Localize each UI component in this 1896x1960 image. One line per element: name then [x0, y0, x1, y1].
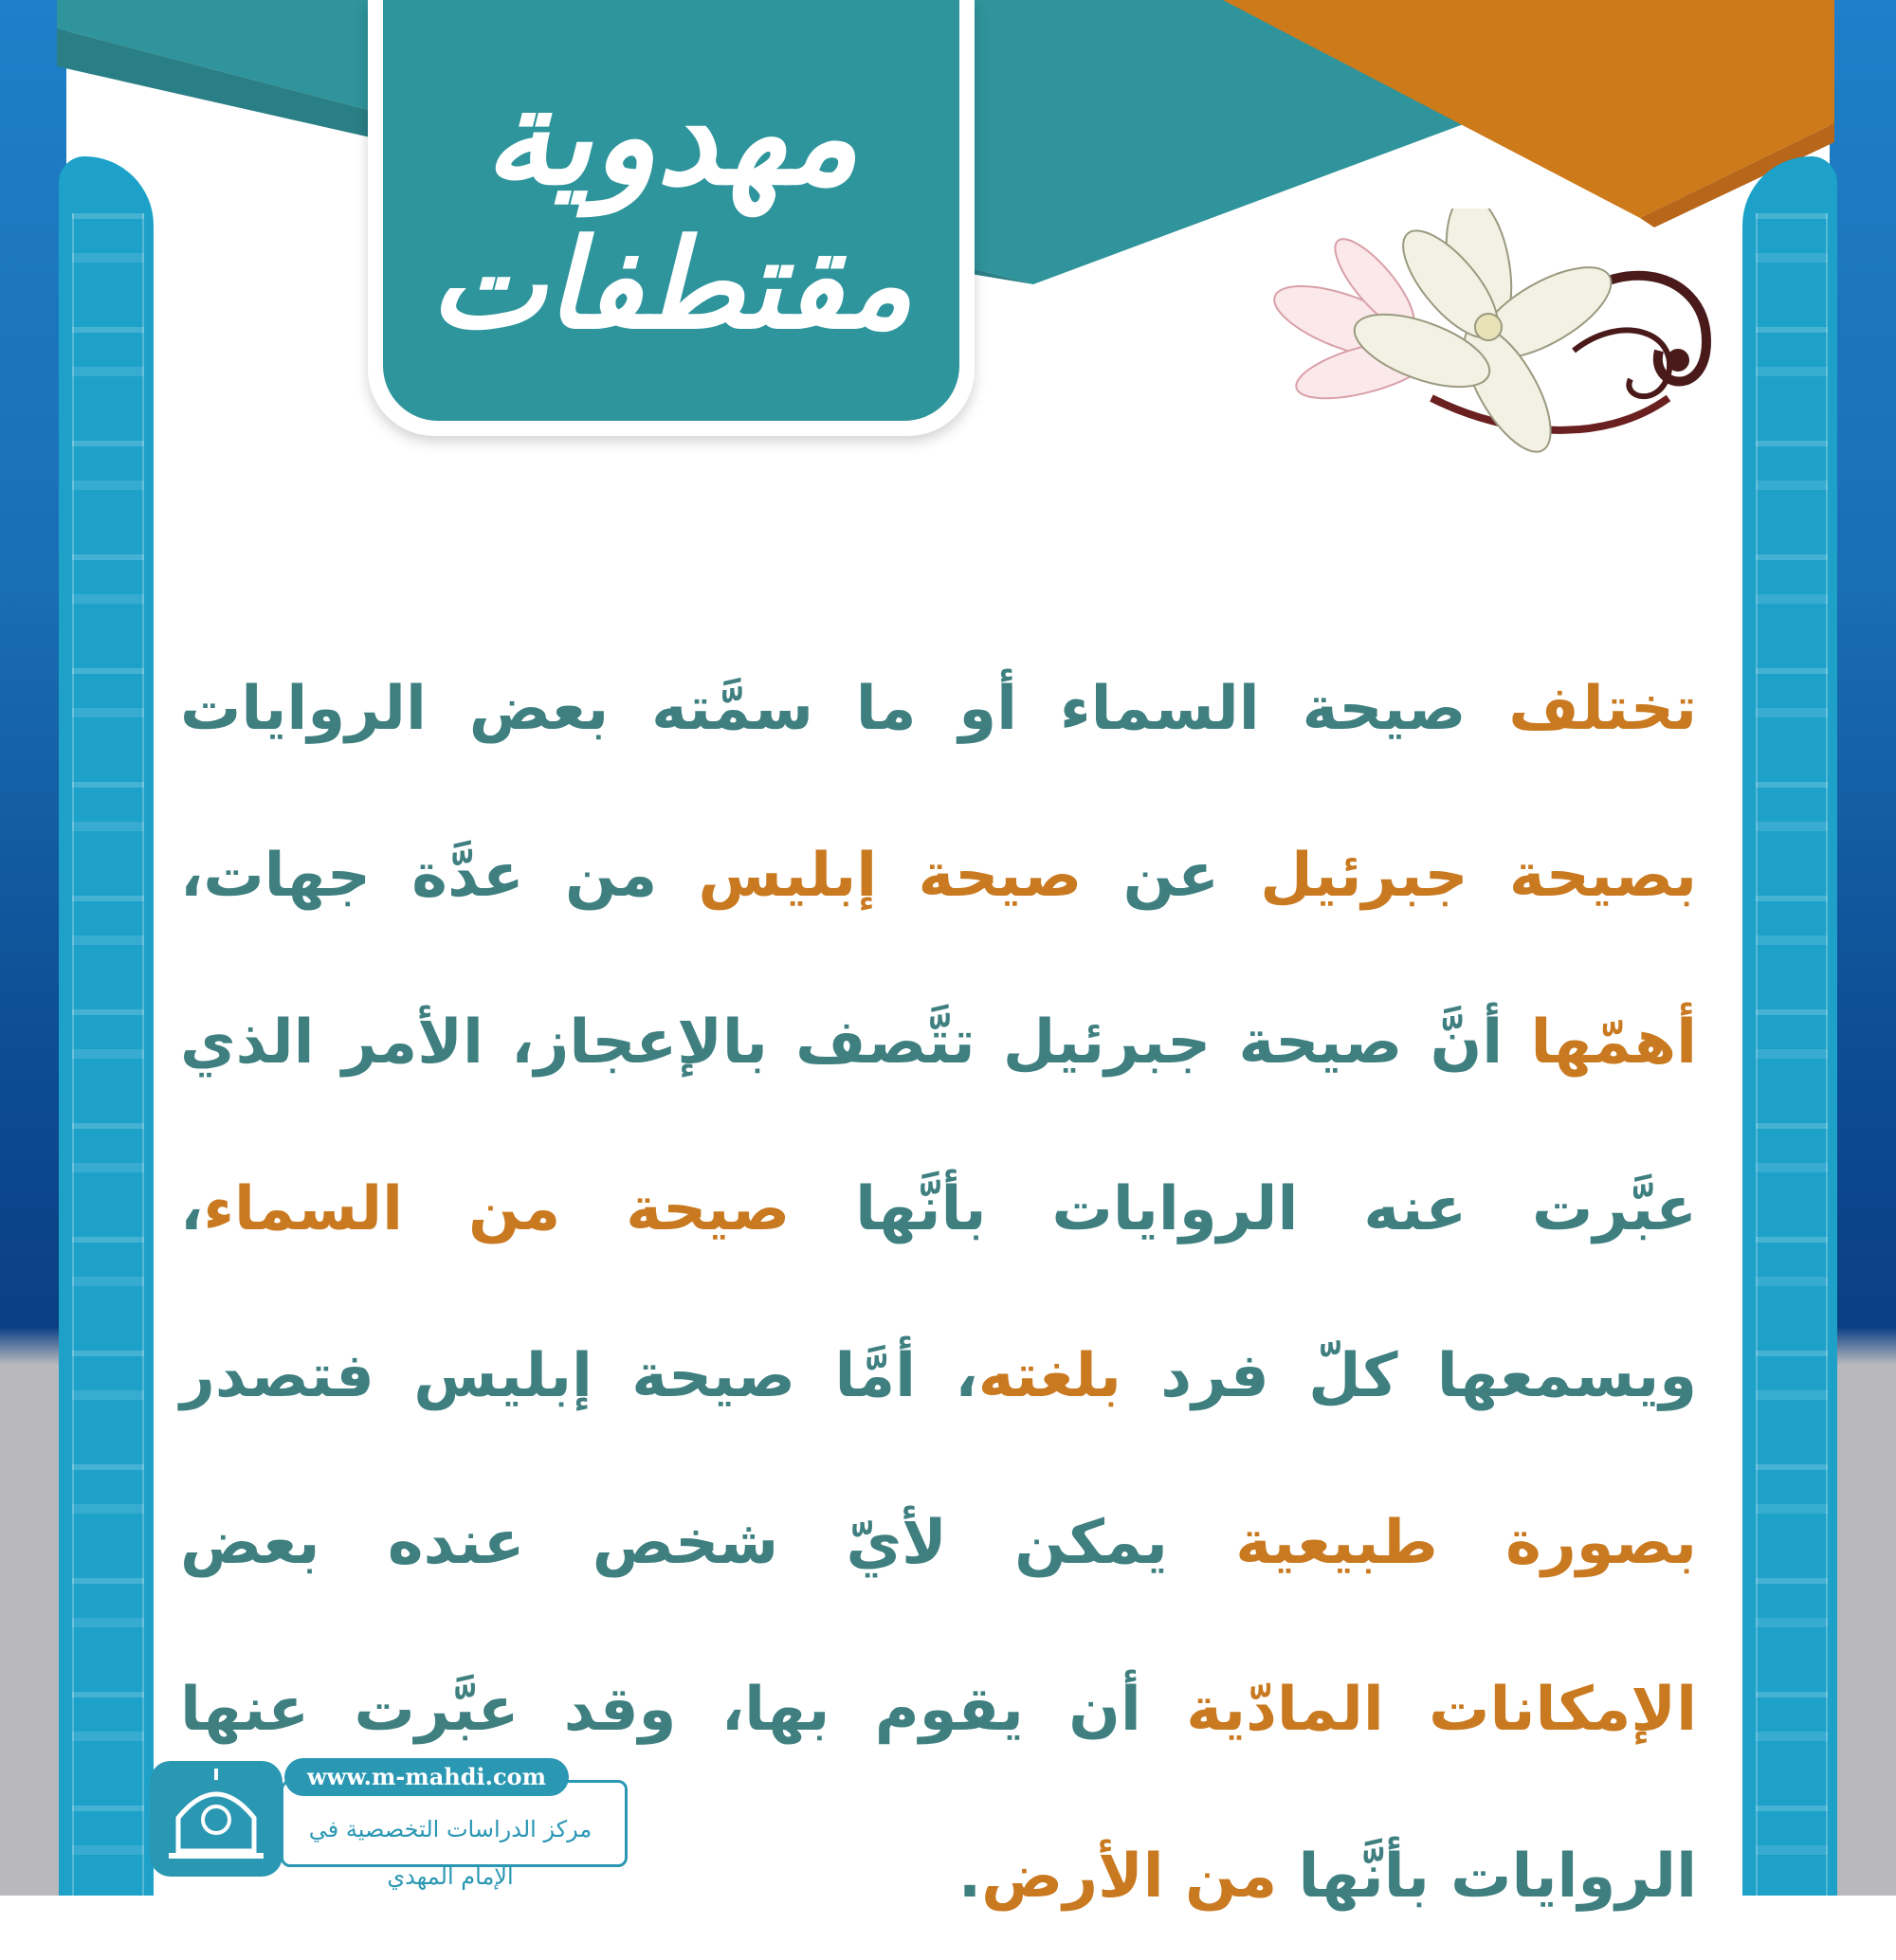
pillar-pattern-left: [72, 213, 144, 1896]
flower-decoration-icon: [1261, 209, 1754, 474]
highlight-phrase: أهمّها: [1530, 1007, 1697, 1078]
highlight-phrase: صيحة إبليس: [698, 841, 1083, 911]
pillar-left: [59, 156, 154, 1896]
highlight-phrase: تختلف: [1508, 674, 1697, 744]
text-segment: .: [957, 1842, 982, 1912]
mosque-dome-logo-icon: [150, 1761, 283, 1877]
highlight-phrase: الإمكانات المادّية: [1186, 1675, 1698, 1745]
highlight-phrase: بصورة طبيعية: [1235, 1508, 1697, 1578]
highlight-phrase: بصيحة جبرئيل: [1260, 841, 1698, 911]
title-panel: [383, 0, 959, 421]
text-segment: أنَّ صيحة جبرئيل تتَّصف بالإعجاز، الأمر الذي عبَّرت عنه الروايات بأنَّها: [180, 1007, 1698, 1244]
text-segment: أن يقوم بها، وقد عبَّرت عنها الروايات بأنَّها: [180, 1675, 1697, 1912]
pillar-right: [1742, 156, 1837, 1896]
text-segment: ، ويسمعها كلّ فرد: [180, 1174, 1698, 1411]
website-url[interactable]: www.m-mahdi.com: [284, 1758, 569, 1796]
text-segment: من عدَّة جهات،: [180, 841, 699, 911]
title-main: مهدوية: [483, 60, 859, 215]
highlight-phrase: من الأرض: [981, 1842, 1278, 1912]
text-segment: عن: [1082, 841, 1261, 911]
text-segment: صيحة السماء أو ما سمَّته بعض الروايات: [180, 674, 1509, 744]
pillar-pattern-right: [1756, 213, 1828, 1896]
highlight-phrase: بلغته: [977, 1341, 1121, 1411]
text-segment: يمكن لأيّ شخص عنده بعض: [180, 1508, 1236, 1578]
organization-name: مركز الدراسات التخصصية في الإمام المهدي: [308, 1816, 592, 1890]
title-sub: مقتطفات: [429, 211, 913, 356]
text-segment: ، أمَّا صيحة إبليس فتصدر: [180, 1341, 978, 1411]
highlight-phrase: صيحة من السماء: [203, 1174, 791, 1244]
